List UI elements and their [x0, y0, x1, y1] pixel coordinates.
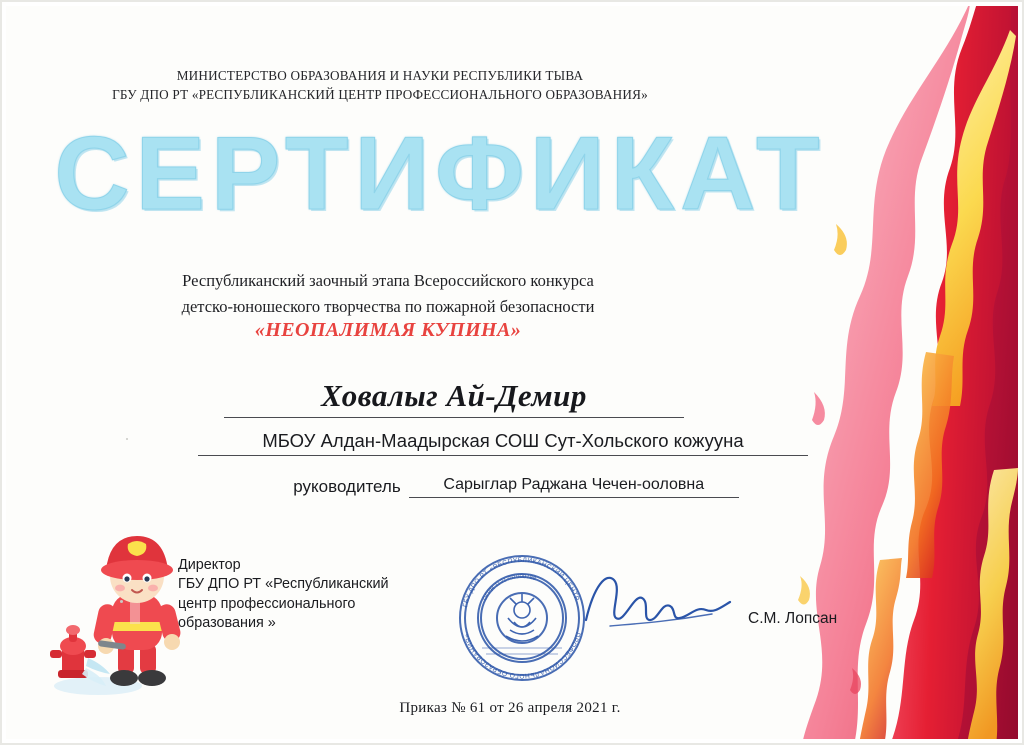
supervisor-name: Сарыглар Раджана Чечен-ооловна — [443, 476, 705, 493]
signer-name: С.М. Лопсан — [748, 610, 838, 627]
supervisor-rule — [409, 497, 739, 498]
director-line-3: центр профессионального — [178, 595, 356, 612]
official-seal — [452, 548, 592, 688]
director-line-4: образования » — [178, 614, 276, 631]
supervisor-label: руководитель — [293, 477, 401, 496]
certificate-title-wrap — [0, 116, 880, 232]
document-header — [0, 66, 760, 104]
handwritten-signature — [580, 566, 740, 646]
supervisor-block — [236, 476, 796, 498]
recipient-school-block — [198, 430, 808, 456]
recipient-school-rule — [198, 455, 808, 456]
page-title: СЕРТИФИКАТ — [54, 116, 826, 232]
firefighter-mascot-icon — [40, 518, 190, 698]
scan-speck — [120, 600, 123, 603]
order-text: Приказ № 61 от 26 апреля 2021 г. — [399, 700, 621, 716]
seal-inner-text: ОГРН 1121701000788 — [482, 573, 537, 602]
institution-line: ГБУ ДПО РТ «РЕСПУБЛИКАНСКИЙ ЦЕНТР ПРОФЕССИОНАЛЬНОГО ОБРАЗОВАНИЯ» — [112, 87, 648, 103]
subtitle-line-1: Республиканский заочный этапа Всероссийского конкурса — [182, 271, 594, 290]
contest-name: «НЕОПАЛИМАЯ КУПИНА» — [254, 319, 522, 341]
director-line-2: ГБУ ДПО РТ «Республиканский — [178, 576, 389, 593]
certificate-subtitle — [0, 268, 776, 319]
recipient-name: Ховалыг Ай-Демир — [321, 378, 587, 413]
ministry-line: МИНИСТЕРСТВО ОБРАЗОВАНИЯ И НАУКИ РЕСПУБЛИКИ ТЫВА — [176, 68, 584, 83]
director-line-1: Директор — [178, 557, 241, 573]
scan-speck — [126, 438, 128, 440]
recipient-name-block — [224, 378, 684, 418]
subtitle-line-2: детско-юношеского творчества по пожарной безопасности — [181, 296, 595, 316]
seal-outer-text-2: ПРОФЕССИОНАЛЬНОГО ОБРАЗОВАНИЯ» — [463, 631, 582, 680]
director-block — [178, 556, 389, 633]
seal-outer-text: ГБУ ДПО РТ «РЕСПУБЛИКАНСКИЙ ЦЕНТР — [462, 556, 581, 608]
svg-text:ОГРН 1121701000788 — [482, 574, 536, 602]
svg-text:ПРОФЕССИОНАЛЬНОГО ОБРАЗОВАНИЯ» — [463, 631, 581, 679]
order-reference — [0, 700, 1020, 717]
recipient-name-rule — [224, 417, 684, 418]
flame-decoration — [694, 0, 1024, 745]
recipient-school: МБОУ Алдан-Маадырская СОШ Сут-Хольского кожууна — [262, 430, 744, 451]
